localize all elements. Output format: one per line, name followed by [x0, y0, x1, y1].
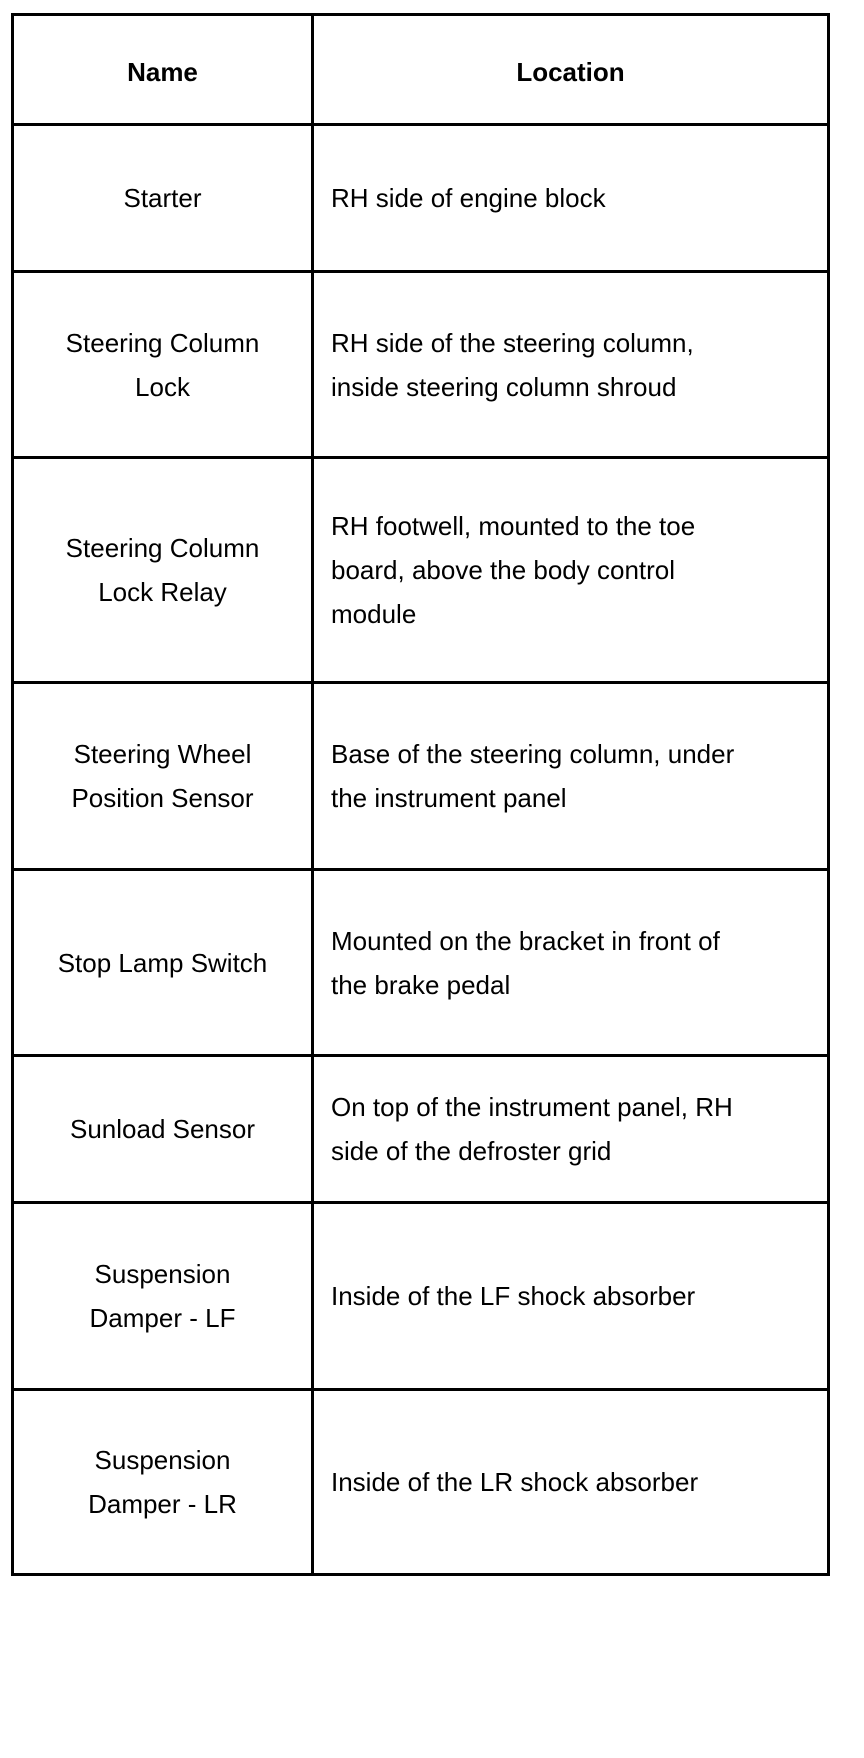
component-name: Suspension Damper - LR [88, 1445, 237, 1519]
component-name: Steering Column Lock [65, 327, 260, 402]
component-location: On top of the instrument panel, RH side of the defroster grid [331, 1092, 733, 1166]
name-cell [13, 1056, 313, 1203]
table-row [13, 125, 829, 272]
component-location: RH footwell, mounted to the toe board, above the body control module [331, 511, 696, 629]
location-cell [313, 272, 829, 458]
header-row [13, 15, 829, 125]
location-cell [313, 458, 829, 683]
location-cell [313, 1203, 829, 1390]
component-location: Inside of the LF shock absorber [331, 1281, 696, 1311]
table-row [13, 1056, 829, 1203]
table-row [13, 1203, 829, 1390]
component-name: Steering Wheel Position Sensor [71, 739, 254, 813]
component-name: Starter [123, 183, 202, 213]
location-cell [313, 1390, 829, 1575]
header-location: Location [313, 15, 829, 125]
table-row [13, 870, 829, 1056]
location-cell [313, 683, 829, 870]
name-cell [13, 1390, 313, 1575]
name-cell [13, 125, 313, 272]
table-row [13, 272, 829, 458]
location-cell [313, 125, 829, 272]
name-cell [13, 1203, 313, 1390]
name-cell [13, 458, 313, 683]
table-row [13, 1390, 829, 1575]
component-location: Base of the steering column, under the instrument panel [331, 739, 735, 813]
location-cell [313, 870, 829, 1056]
component-name: Suspension Damper - LF [89, 1259, 236, 1333]
component-name: Sunload Sensor [69, 1114, 256, 1144]
name-cell [13, 870, 313, 1056]
component-location: RH side of the steering column, inside steering column shroud [331, 327, 694, 402]
table-row [13, 458, 829, 683]
name-cell [13, 272, 313, 458]
component-location: RH side of engine block [331, 183, 606, 213]
table-row [13, 683, 829, 870]
component-name: Steering Column Lock Relay [65, 533, 260, 607]
name-cell [13, 683, 313, 870]
component-location: Inside of the LR shock absorber [331, 1467, 699, 1497]
header-name: Name [13, 15, 313, 125]
component-location: Mounted on the bracket in front of the brake pedal [331, 925, 720, 1000]
location-cell [313, 1056, 829, 1203]
component-location-table [11, 13, 830, 1576]
component-name: Stop Lamp Switch [57, 947, 268, 978]
